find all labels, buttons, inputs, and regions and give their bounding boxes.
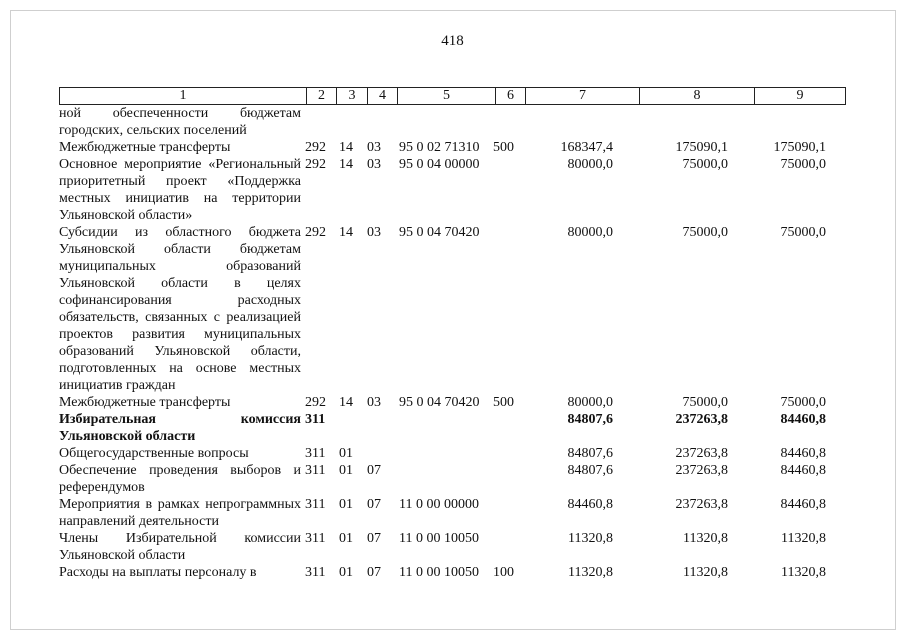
row-value-col7: 168347,4 (560, 140, 613, 155)
row-subsection-code: 07 (367, 531, 381, 546)
row-name: Межбюджетные трансферты (59, 140, 231, 155)
table-row (59, 139, 846, 156)
row-name: Расходы на выплаты персоналу в (59, 565, 257, 580)
row-value-col7: 80000,0 (567, 395, 613, 410)
row-expense-type: 500 (493, 140, 514, 155)
row-name: Общегосударственные вопросы (59, 446, 249, 461)
row-name: Мероприятия в рамках непрограммных направлений деятельности (59, 497, 301, 529)
row-value-col8: 11320,8 (683, 565, 728, 580)
row-name: Избирательная комиссия Ульяновской области (59, 412, 301, 444)
row-value-col7: 84460,8 (567, 497, 613, 512)
row-target-code: 95 0 04 00000 (399, 157, 480, 172)
row-value-col7: 11320,8 (568, 531, 613, 546)
row-value-col9: 175090,1 (773, 140, 826, 155)
row-expense-type: 500 (493, 395, 514, 410)
row-value-col9: 84460,8 (780, 497, 826, 512)
row-name: Члены Избирательной комиссии Ульяновской области (59, 531, 301, 563)
table-row (59, 496, 846, 530)
row-section-code: 14 (339, 140, 353, 155)
row-subsection-code: 03 (367, 225, 381, 240)
row-value-col7: 11320,8 (568, 565, 613, 580)
row-target-code: 95 0 04 70420 (399, 225, 480, 240)
row-value-col9: 11320,8 (781, 531, 826, 546)
header-col-4: 4 (367, 88, 397, 104)
row-admin-code: 292 (305, 157, 326, 172)
row-subsection-code: 07 (367, 497, 381, 512)
row-admin-code: 292 (305, 140, 326, 155)
row-target-code: 95 0 04 70420 (399, 395, 480, 410)
row-section-code: 01 (339, 463, 353, 478)
row-value-col7: 80000,0 (567, 225, 613, 240)
row-subsection-code: 03 (367, 395, 381, 410)
header-col-9: 9 (754, 88, 845, 104)
row-admin-code: 311 (305, 446, 326, 461)
table-row (59, 445, 846, 462)
row-section-code: 14 (339, 225, 353, 240)
row-value-col9: 75000,0 (780, 157, 826, 172)
table-row (59, 530, 846, 564)
row-subsection-code: 03 (367, 157, 381, 172)
row-target-code: 11 0 00 00000 (399, 497, 479, 512)
row-section-code: 01 (339, 565, 353, 580)
page-number: 418 (441, 33, 464, 49)
row-section-code: 01 (339, 531, 353, 546)
row-value-col9: 75000,0 (780, 225, 826, 240)
row-admin-code: 311 (305, 565, 326, 580)
row-section-code: 14 (339, 395, 353, 410)
row-subsection-code: 07 (367, 565, 381, 580)
row-value-col9: 75000,0 (780, 395, 826, 410)
row-value-col9: 84460,8 (780, 463, 826, 478)
row-expense-type: 100 (493, 565, 514, 580)
budget-table (59, 87, 846, 581)
row-value-col7: 80000,0 (567, 157, 613, 172)
row-value-col8: 75000,0 (682, 395, 728, 410)
row-subsection-code: 07 (367, 463, 381, 478)
row-value-col7: 84807,6 (567, 463, 613, 478)
row-value-col7: 84807,6 (567, 412, 613, 427)
row-value-col8: 237263,8 (675, 497, 728, 512)
table-row (59, 462, 846, 496)
table-row (59, 564, 846, 581)
header-col-7: 7 (525, 88, 639, 104)
row-admin-code: 311 (305, 463, 326, 478)
header-col-8: 8 (639, 88, 754, 104)
row-value-col8: 237263,8 (675, 412, 728, 427)
row-subsection-code: 03 (367, 140, 381, 155)
row-section-code: 14 (339, 157, 353, 172)
row-value-col8: 11320,8 (683, 531, 728, 546)
table-row (59, 394, 846, 411)
row-name: Межбюджетные трансферты (59, 395, 231, 410)
row-name: ной обеспеченности бюджетам городских, сельских поселений (59, 106, 301, 138)
table-header (59, 87, 846, 105)
row-value-col8: 237263,8 (675, 463, 728, 478)
row-target-code: 95 0 02 71310 (399, 140, 480, 155)
header-col-1: 1 (179, 88, 187, 103)
row-value-col7: 84807,6 (567, 446, 613, 461)
row-name: Обеспечение проведения выборов и референдумов (59, 463, 301, 495)
row-target-code: 11 0 00 10050 (399, 531, 479, 546)
row-name: Основное мероприятие «Региональный приоритетный проект «Поддержка местных инициатив на территории Ульяновской области» (59, 157, 301, 223)
row-value-col9: 84460,8 (780, 446, 826, 461)
header-col-5: 5 (397, 88, 495, 104)
header-col-6: 6 (495, 88, 525, 104)
header-col-3: 3 (336, 88, 367, 104)
table-row (59, 105, 846, 139)
table-row (59, 156, 846, 224)
row-admin-code: 311 (305, 531, 326, 546)
row-admin-code: 292 (305, 395, 326, 410)
row-value-col9: 84460,8 (780, 412, 826, 427)
row-value-col8: 175090,1 (675, 140, 728, 155)
row-target-code: 11 0 00 10050 (399, 565, 479, 580)
row-section-code: 01 (339, 497, 353, 512)
row-value-col8: 75000,0 (682, 157, 728, 172)
row-value-col8: 237263,8 (675, 446, 728, 461)
table-row (59, 224, 846, 394)
row-admin-code: 292 (305, 225, 326, 240)
header-col-2: 2 (306, 88, 336, 104)
table-body (59, 105, 846, 581)
row-value-col8: 75000,0 (682, 225, 728, 240)
row-admin-code: 311 (305, 497, 326, 512)
row-name: Субсидии из областного бюджета Ульяновской области бюджетам муниципальных образований Ульяновской области в целях софинансирования расходных обязательств, связанных с реализацией проектов развития муниципальных образований Ульяновской области, подготовленных на основе местных инициатив граждан (59, 225, 301, 393)
row-section-code: 01 (339, 446, 353, 461)
row-value-col9: 11320,8 (781, 565, 826, 580)
table-row (59, 411, 846, 445)
row-admin-code: 311 (305, 412, 326, 427)
